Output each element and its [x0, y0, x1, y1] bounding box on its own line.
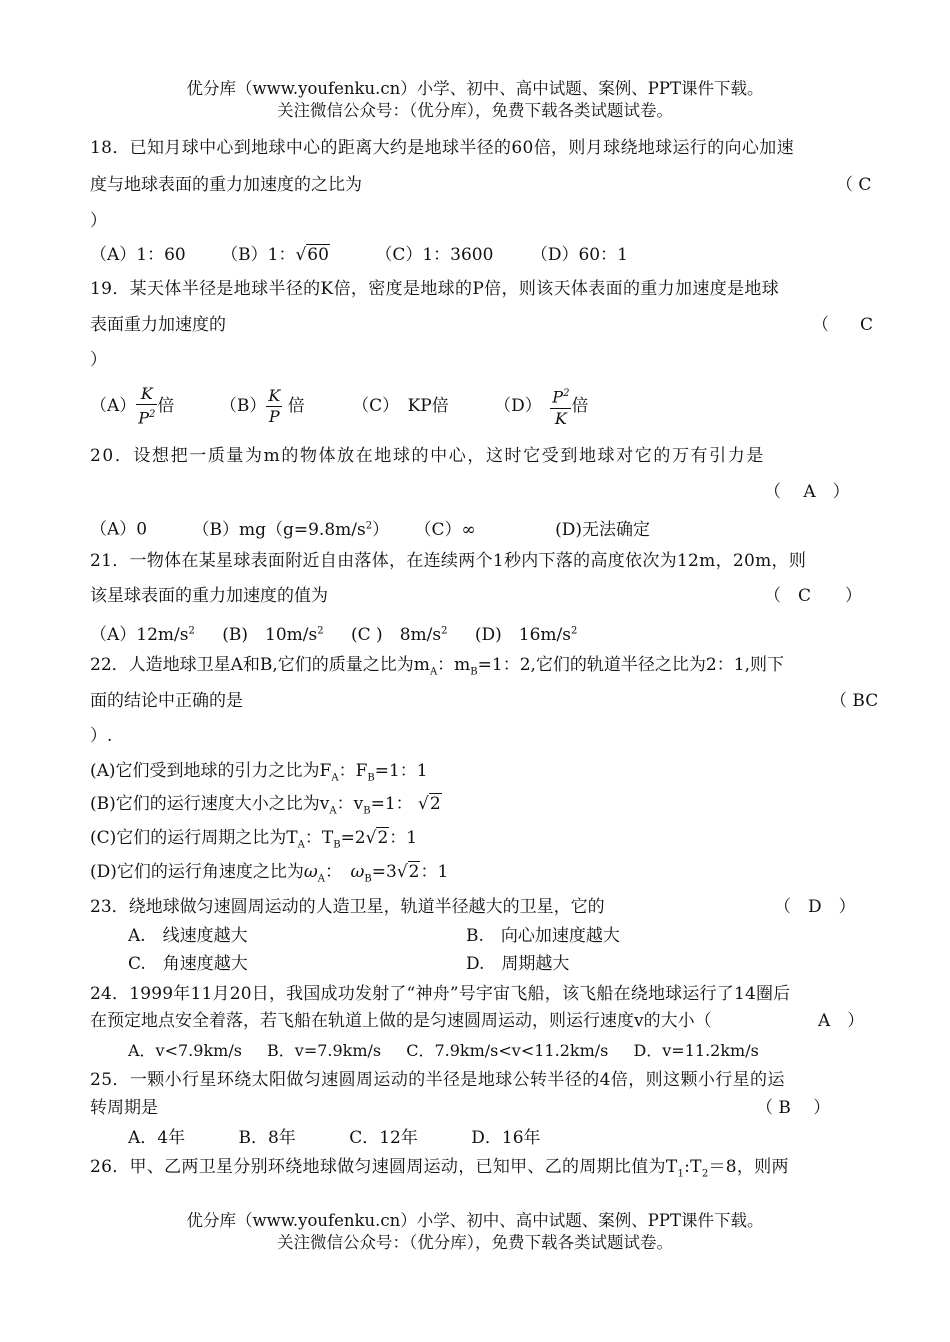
q22-line-1: 22．人造地球卫星A和B,它们的质量之比为$m_A$：$m_B=1$：2,它们的轨道半径之比为2：1,则下	[90, 655, 784, 678]
q19-option-b: （B） $\frac{K}{P}$ 倍	[219, 386, 305, 426]
q19-line-1: 19．某天体半径是地球半径的K倍，密度是地球的P倍，则该天体表面的重力加速度是地球	[90, 279, 780, 299]
q20-options	[90, 514, 650, 542]
q23-option-c: C. 角速度越大	[128, 954, 248, 974]
q25-option-c: C．12年	[349, 1128, 418, 1148]
q19-options	[90, 380, 588, 432]
q25-options	[128, 1126, 541, 1150]
q19-option-d: （D） $\frac{P^2}{K}$ 倍	[494, 396, 588, 416]
q25-line-2: 转周期是	[90, 1098, 158, 1118]
q21-answer: （ C ）	[764, 586, 863, 606]
q21-line-2: 该星球表面的重力加速度的值为	[90, 586, 328, 606]
header-line-1: 优分库（www.youfenku.cn）小学、初中、高中试题、案例、PPT课件下载。	[186, 79, 764, 98]
q22-option-d: (D)它们的运行角速度之比为$\omega_A$： $\omega_B=3√2$：1	[90, 862, 449, 885]
q18-line-2: 度与地球表面的重力加速度的之比为	[90, 175, 362, 195]
q19-answer-open: （	[812, 315, 829, 335]
q19-close: ）	[90, 350, 107, 370]
q23-answer: （ D ）	[774, 897, 856, 917]
q24-option-c: C．7.9km/s<v<11.2km/s	[406, 1041, 609, 1060]
q18-close: ）	[90, 211, 107, 231]
q18-line-1: 18．已知月球中心到地球中心的距离大约是地球半径的60倍，则月球绕地球运行的向心加速	[90, 138, 794, 158]
q23-option-b: B. 向心加速度越大	[466, 926, 620, 946]
q21-option-b: (B) $10m/s^2$	[222, 624, 324, 645]
q21-line-1: 21．一物体在某星球表面附近自由落体，在连续两个1秒内下落的高度依次为12m，20m，则	[90, 551, 807, 571]
footer-line-2: 关注微信公众号：（优分库），免费下载各类试题试卷。	[277, 1233, 673, 1252]
q22-close: ）.	[90, 726, 113, 746]
q24-option-a: A．v<7.9km/s	[128, 1041, 242, 1060]
q24-line-1: 24．1999年11月20日，我国成功发射了“神舟”号宇宙飞船，该飞船在绕地球运行了14圈后	[90, 984, 791, 1004]
footer-line-1: 优分库（www.youfenku.cn）小学、初中、高中试题、案例、PPT课件下载。	[186, 1211, 764, 1230]
q24-options	[128, 1039, 759, 1063]
q22-answer: （ BC	[830, 691, 879, 711]
q21-option-c: (C ) $8m/s^2$	[351, 624, 448, 645]
q21-options	[90, 619, 577, 647]
q22-option-a: (A)它们受到地球的引力之比为$F_A$：$F_B=1$：1	[90, 761, 428, 784]
q20-option-d: (D)无法确定	[555, 519, 650, 540]
q21-option-d: (D) $16m/s^2$	[474, 624, 578, 645]
q24-answer: A ）	[818, 1011, 865, 1031]
q18-answer: （ C	[836, 175, 872, 195]
q26-line-1: 26．甲、乙两卫星分别环绕地球做匀速圆周运动，已知甲、乙的周期比值为$T_1:T_2=8$，则两	[90, 1157, 789, 1180]
q25-line-1: 25．一颗小行星环绕太阳做匀速圆周运动的半径是地球公转半径的4倍，则这颗小行星的运	[90, 1070, 785, 1090]
q20-option-a: （A）0	[90, 519, 148, 540]
q22-option-c: (C)它们的运行周期之比为$T_A$：$T_B=2√2$：1	[90, 828, 418, 851]
q20-option-c: （C）∞	[414, 519, 476, 540]
q25-option-b: B．8年	[238, 1128, 296, 1148]
q20-option-b: $(B)mg(g=9.8m/s^2)$	[192, 519, 390, 540]
q19-option-c: （C） KP倍	[352, 396, 449, 416]
q23-option-d: D. 周期越大	[466, 954, 570, 974]
q23-option-a: A. 线速度越大	[128, 926, 248, 946]
q25-answer: （ B ）	[756, 1098, 831, 1118]
q25-option-d: D．16年	[471, 1128, 541, 1148]
q18-options	[90, 243, 628, 267]
q21-option-a: $(A)12m/s^2$	[90, 624, 195, 645]
q24-line-2: 在预定地点安全着落，若飞船在轨道上做的是匀速圆周运动，则运行速度v的大小（	[90, 1011, 712, 1031]
q18-option-c: （C）1：3600	[375, 245, 494, 265]
q23-line-1: 23．绕地球做匀速圆周运动的人造卫星，轨道半径越大的卫星，它的	[90, 897, 605, 917]
header-line-2: 关注微信公众号：（优分库），免费下载各类试题试卷。	[277, 101, 673, 120]
q18-option-b: （B）1：√60	[221, 245, 329, 265]
q24-option-d: D．v=11.2km/s	[633, 1041, 759, 1060]
q19-option-a: （A） $\frac{K}{P^2}$ 倍	[90, 384, 175, 428]
q22-line-2: 面的结论中正确的是	[90, 691, 243, 711]
q25-option-a: A．4年	[128, 1128, 186, 1148]
q19-line-2: 表面重力加速度的	[90, 315, 226, 335]
q24-option-b: B．v=7.9km/s	[267, 1041, 382, 1060]
q19-answer: C	[860, 315, 874, 335]
q20-line-1: 20．设想把一质量为m的物体放在地球的中心，这时它受到地球对它的万有引力是	[90, 446, 765, 466]
q18-option-a: （A）1：60	[90, 245, 186, 265]
q22-option-b: (B)它们的运行速度大小之比为$v_A$：$v_B=1$： √2	[90, 794, 441, 817]
q20-answer: （ A ）	[764, 482, 850, 502]
q18-option-d: （D）60：1	[530, 245, 628, 265]
